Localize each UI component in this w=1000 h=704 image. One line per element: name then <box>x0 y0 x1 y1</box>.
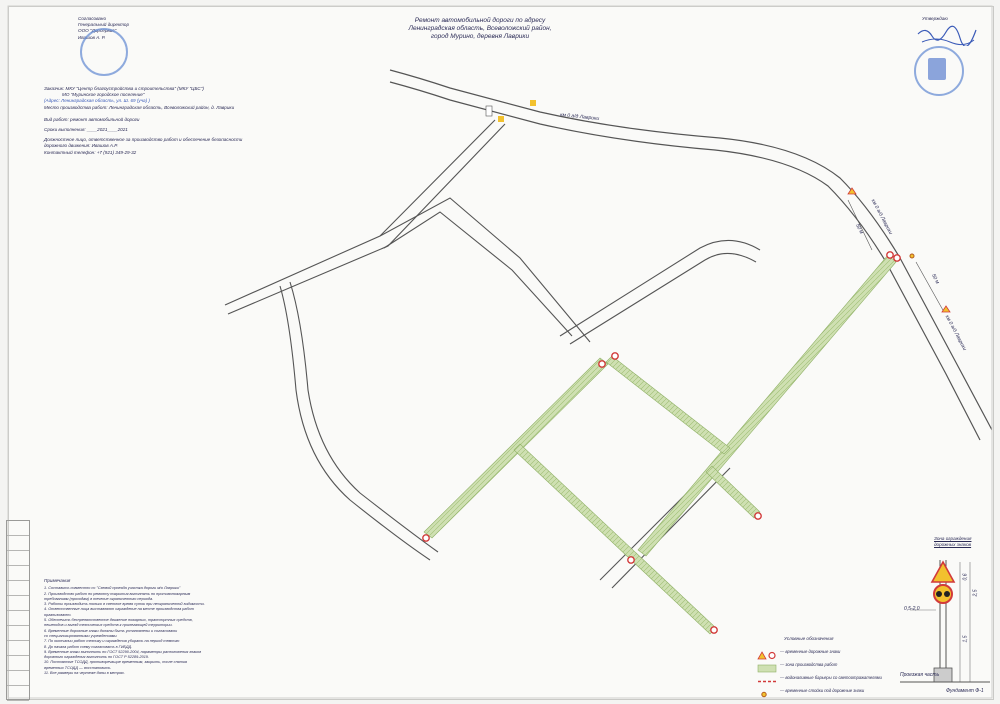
info-line-3: (Адрес: Ленинградская область, ул. Ш. 69 (уча) ) <box>44 98 150 104</box>
detail-caption: Фундамент Ф-1 <box>946 688 984 694</box>
info-line-6: Сроки выполнения: ____2021____2021 <box>44 127 128 133</box>
legend-row-barriers <box>756 671 896 684</box>
info-line-2: МО "Муринское городское поселение" <box>62 92 145 98</box>
note-item: 11. Все размеры на чертеже даны в метрах. <box>44 671 125 676</box>
road-label-right-upper: км 0 а/д Лаврики <box>869 198 894 236</box>
work-zone-icon <box>756 660 780 669</box>
detail-title <box>934 536 971 548</box>
detail-size-2: 2,5 <box>972 589 979 597</box>
work-zones <box>424 255 896 634</box>
note-item: 3. Работы производить только в светлое время суток при неограниченной видимости. <box>44 602 205 607</box>
detail-title-1: Зона ограждения <box>934 536 972 541</box>
notes-heading: Примечания <box>44 578 71 583</box>
title-line-2: Ленинградская область, Всеволожский район, <box>408 25 552 32</box>
legend-label-stands: — временные стойки под дорожные знаки <box>780 688 865 693</box>
note-item: 7. По окончании работ технику и ограждения убирать на период темного <box>44 639 180 644</box>
legend-label-zone: — зона производства работ <box>780 662 838 667</box>
road-label-main: км 0 а/д Лаврики <box>559 111 600 123</box>
detail-side: 0,5-2,0 <box>904 606 920 612</box>
title-line-1: Ремонт автомобильной дороги по адресу <box>414 17 546 24</box>
temporary-signs <box>423 100 950 633</box>
note-item: 4. Ответственные лица выставляют ограждение на месте производства работ <box>44 607 194 612</box>
approval-left-line-1: Согласовано <box>78 16 107 21</box>
road-label-right-lower: км 0 а/д Лаврики <box>943 314 968 352</box>
legend-row-stands <box>756 684 896 697</box>
approval-right-line-1: Утверждаю <box>922 16 948 21</box>
notes-block <box>44 578 214 676</box>
approval-right <box>922 16 948 22</box>
main-road <box>390 70 992 440</box>
legend-row-zone <box>756 658 896 671</box>
info-line-7: Должностное лицо, ответственное за производство работ и обеспечение безопасности <box>44 137 243 143</box>
note-item: 6. Временные дорожные знаки должны быть установлены и согласованы <box>44 628 178 633</box>
title-line-3: город Мурино, деревня Лаврики <box>430 33 530 40</box>
coat-of-arms-icon <box>928 58 946 80</box>
legend-label-barriers: — водоналивные барьеры со светоотражателями <box>780 675 882 680</box>
note-item: 10. Постоянные ТСОДД, противоречащие временным, закрыть, после снятия <box>44 660 187 665</box>
note-item: 8. До начала работ схему согласовать в ГИБДД. <box>44 644 133 649</box>
stamp-frame <box>6 520 30 700</box>
drawing-title <box>400 17 560 41</box>
approval-left-line-3: ООО "Дорсервис" <box>78 28 117 34</box>
detail-bottom: Проезжая часть <box>900 672 940 678</box>
legend-label-signs: — временные дорожные знаки <box>780 649 841 654</box>
approval-left-line-4: Ивашов А. Р. <box>78 34 106 40</box>
note-item: временных ТСОДД — восстановить. <box>44 665 112 670</box>
info-line-4: Место производства работ: Ленинградская область, Всеволожский район, д. Лаврики <box>44 104 235 110</box>
note-item: организованно. <box>44 612 72 617</box>
note-item: дорожного ограждения выполнить по ГОСТ Р 52289-2019. <box>44 655 149 660</box>
dimension-label-2: 50 м <box>930 273 941 285</box>
signature-right <box>916 24 980 46</box>
info-line-1: Заказчик: МКУ "Центр благоустройства и строительства" (МКУ "ЦБС") <box>44 86 204 91</box>
legend <box>756 636 896 697</box>
dimension-label-1: 50 м <box>854 223 865 235</box>
note-item: требованиям (проходам) в течение ограниченного периода. <box>44 596 154 601</box>
note-item: пешеходов и выезд технических средств к прилегающей территории. <box>44 623 173 628</box>
info-line-9: Контактный телефон: +7 (921) 349-29-32 <box>44 149 137 155</box>
detail-size-3: 1,5 <box>962 635 969 643</box>
warning-sign-icon <box>756 647 780 656</box>
legend-heading: Условные обозначения <box>784 636 834 641</box>
note-item: 2. Производство работ по ремонту покрытия выполнять по противопожарным <box>44 591 191 596</box>
legend-row-signs <box>756 645 896 658</box>
detail-title-2: дорожных знаков <box>934 542 972 548</box>
note-item: 5. Обеспечить беспрепятственное движение пожарных, транспортных средств, <box>44 618 193 623</box>
approval-left-line-2: Генеральный директор <box>78 22 130 28</box>
seal-left <box>80 28 128 76</box>
note-item: со специализированными учреждениями. <box>44 633 118 638</box>
info-line-5: Вид работ: ремонт автомобильной дороги <box>44 116 140 122</box>
info-line-8: дорожного движения: Ивашов А.Р. <box>44 143 118 149</box>
road-network <box>225 120 760 588</box>
project-info <box>44 86 242 156</box>
note-item: 1. Составить совместно со "Схемой проезда участка дороги м/о Лаврики" <box>44 586 181 591</box>
detail-size-1: 0,6 <box>962 573 969 581</box>
note-item: 9. Временные знаки выполнить по ГОСТ 52290-2004, параметры расположения знаков <box>44 649 202 654</box>
barrier-icon <box>756 673 780 682</box>
sign-stand-icon <box>756 686 780 695</box>
